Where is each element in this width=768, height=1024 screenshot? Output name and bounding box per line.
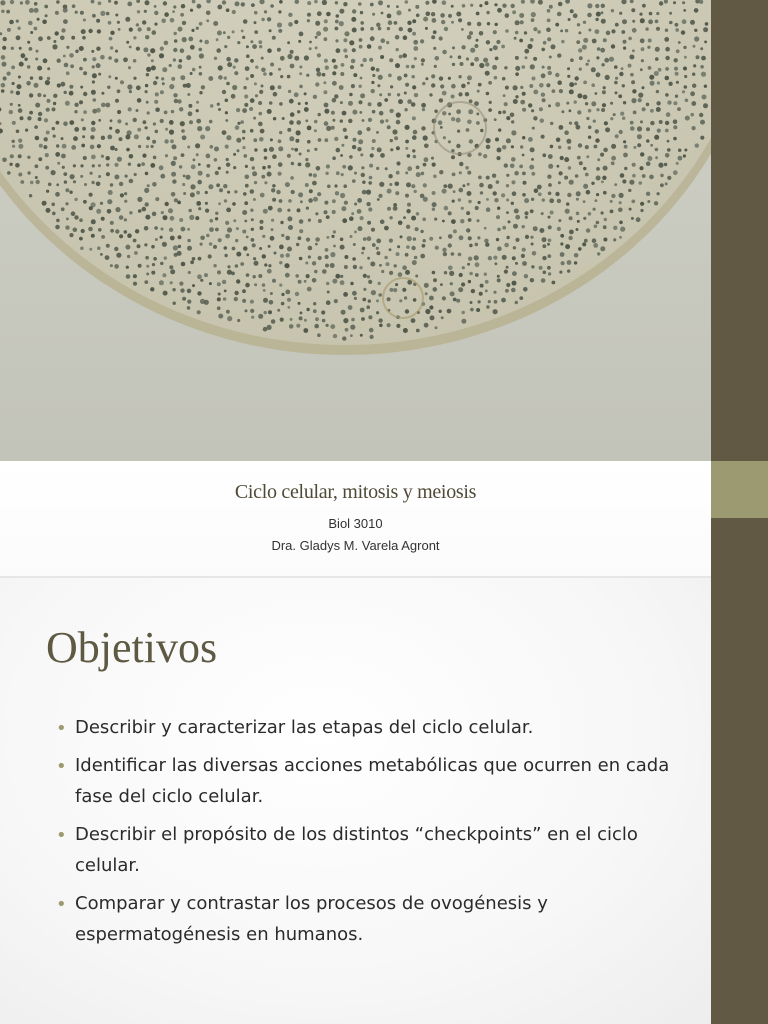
instructor-name: Dra. Gladys M. Varela Agront (271, 538, 440, 553)
objectives-list (56, 712, 676, 957)
objective-item (56, 712, 676, 743)
objectives-heading: Objetivos (46, 623, 218, 672)
sidebar-accent-block (711, 461, 768, 518)
cell-micrograph-image (0, 0, 711, 461)
slide-title: Ciclo celular, mitosis y meiosis (234, 481, 477, 503)
objective-text: Describir y caracterizar las etapas del ciclo celular. (75, 717, 534, 738)
bullet-icon: • (56, 718, 67, 739)
bullet-icon: • (56, 756, 67, 777)
sidebar-bar-bottom (711, 576, 768, 1024)
objective-text: Identificar las diversas acciones metabólicas que ocurren en cada fase del ciclo celular. (75, 755, 670, 807)
objective-item (56, 819, 676, 881)
objective-item (56, 888, 676, 950)
sidebar-bar-middle (711, 518, 768, 576)
objective-text: Describir el propósito de los distintos “checkpoints” en el ciclo celular. (75, 824, 638, 876)
objective-text: Comparar y contrastar los procesos de ovogénesis y espermatogénesis en humanos. (75, 893, 548, 945)
sidebar-bar-top (711, 0, 768, 461)
bullet-icon: • (56, 894, 67, 915)
bullet-icon: • (56, 825, 67, 846)
course-code: Biol 3010 (328, 516, 383, 531)
objective-item (56, 750, 676, 812)
